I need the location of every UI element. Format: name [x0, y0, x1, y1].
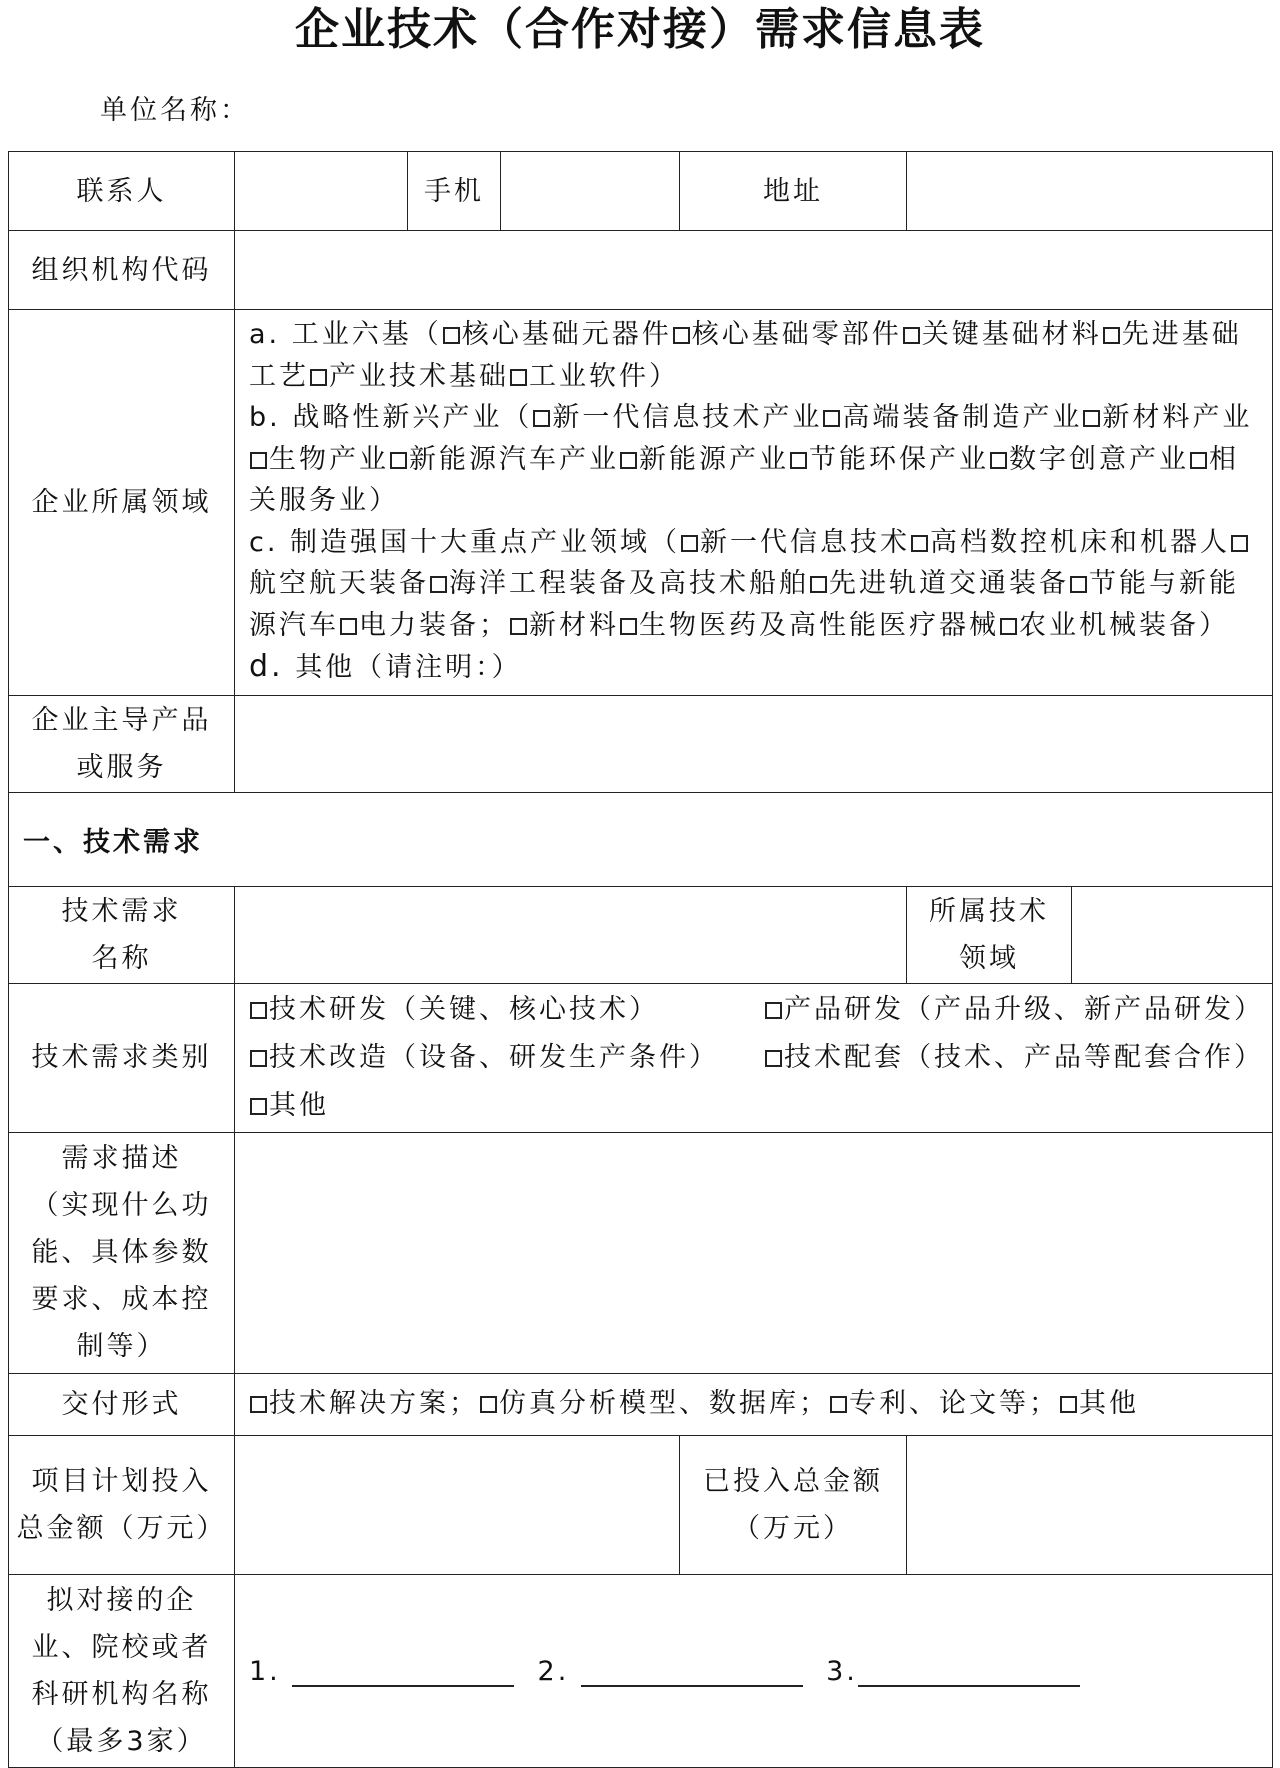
- spent-investment-label: [680, 1435, 907, 1574]
- domain-b-prefix: b.: [249, 402, 281, 433]
- main-product-label-line1: 企业主导产品: [31, 704, 212, 736]
- contact-field[interactable]: [235, 152, 408, 231]
- checkbox-icon[interactable]: [823, 410, 840, 427]
- label-line: 能、具体参数: [31, 1237, 212, 1268]
- partner-1-input[interactable]: [292, 1655, 514, 1687]
- planned-investment-label-line1: 项目计划投入: [31, 1465, 212, 1497]
- domain-d: [249, 646, 1262, 689]
- option-item[interactable]: [672, 319, 902, 350]
- checkbox-icon[interactable]: [443, 327, 460, 344]
- option-item[interactable]: [829, 1388, 1059, 1419]
- option-label: 生物产业: [269, 443, 389, 475]
- option-label: 专利、论文等；: [849, 1388, 1059, 1419]
- category-option-label: 技术配套（技术、产品等配套合作）: [784, 1041, 1264, 1073]
- section-title: 一、技术需求: [9, 792, 1273, 886]
- domain-b-close: ）: [369, 485, 399, 516]
- domain-row: [9, 310, 1273, 696]
- planned-investment-field[interactable]: [235, 1435, 680, 1574]
- label-line: 需求描述: [61, 1143, 182, 1174]
- option-label: 航空航天装备: [249, 568, 429, 599]
- checkbox-icon[interactable]: [250, 1002, 267, 1019]
- description-row: [9, 1132, 1273, 1373]
- category-label: 技术需求类别: [9, 983, 235, 1132]
- option-item[interactable]: [809, 568, 1069, 599]
- option-item[interactable]: [509, 610, 619, 641]
- planned-investment-label-line2: 总金额（万元）: [16, 1512, 227, 1544]
- checkbox-icon[interactable]: [250, 1098, 267, 1115]
- domain-d-text: 其他（请注明：）: [295, 652, 522, 683]
- org-code-label: 组织机构代码: [9, 231, 235, 310]
- option-item[interactable]: [339, 610, 509, 641]
- checkbox-icon[interactable]: [510, 369, 527, 386]
- page-title: 企业技术（合作对接）需求信息表: [295, 4, 985, 55]
- checkbox-icon[interactable]: [765, 1050, 782, 1067]
- partners-field: [235, 1574, 1273, 1767]
- checkbox-icon[interactable]: [1190, 452, 1207, 469]
- option-item[interactable]: [619, 610, 999, 641]
- option-label: 新一代信息技术: [700, 526, 911, 558]
- partner-2-number: 2.: [537, 1655, 570, 1687]
- domain-b-title: 战略性新兴产业（: [292, 402, 533, 433]
- checkbox-icon[interactable]: [810, 576, 827, 593]
- label-line: （最多3家）: [36, 1725, 207, 1757]
- address-label: 地址: [680, 152, 907, 231]
- tech-field-label-line1: 所属技术: [929, 895, 1049, 927]
- label-line: 制等）: [76, 1331, 167, 1362]
- checkbox-icon[interactable]: [620, 452, 637, 469]
- option-item[interactable]: [789, 444, 989, 475]
- domain-c-close: ）: [1199, 609, 1229, 641]
- spent-investment-label-line2: （万元）: [733, 1512, 853, 1544]
- domain-d-prefix: d.: [249, 649, 284, 684]
- tech-name-label-line1: 技术需求: [61, 895, 182, 927]
- partners-row: [9, 1574, 1273, 1767]
- option-label: 高档数控机床和机器人: [930, 526, 1231, 558]
- category-line1: [249, 986, 1264, 1034]
- phone-label: 手机: [408, 152, 501, 231]
- planned-investment-label: [9, 1435, 235, 1574]
- domain-c-title: 制造强国十大重点产业领域（: [290, 526, 681, 558]
- option-item[interactable]: [509, 361, 649, 392]
- option-label: 电力装备；: [359, 609, 509, 641]
- checkbox-icon[interactable]: [250, 1050, 267, 1067]
- option-label: 生物医药及高性能医疗器械: [639, 609, 999, 641]
- option-label: 节能与新能源汽车: [249, 568, 1239, 641]
- contact-label: 联系人: [9, 152, 235, 231]
- option-label: 高端装备制造产业: [842, 402, 1083, 433]
- org-code-field[interactable]: [235, 231, 1273, 310]
- category-option-rnd[interactable]: [249, 986, 659, 1034]
- description-field[interactable]: [235, 1132, 1273, 1373]
- partner-3-number: 3.: [826, 1655, 858, 1687]
- category-option-other[interactable]: [249, 1090, 329, 1121]
- checkbox-icon[interactable]: [911, 535, 928, 552]
- checkbox-icon[interactable]: [1000, 618, 1017, 635]
- option-label: 新一代信息技术产业: [552, 402, 823, 433]
- contact-row: [9, 152, 1273, 231]
- domain-a-prefix: a.: [249, 319, 281, 350]
- domain-label: 企业所属领域: [9, 310, 235, 696]
- option-label: 数字创意产业: [1009, 443, 1189, 475]
- tech-name-field[interactable]: [235, 886, 907, 983]
- org-code-row: [9, 231, 1273, 310]
- tech-field-field[interactable]: [1072, 886, 1273, 983]
- main-product-label-line2: 或服务: [76, 751, 167, 783]
- domain-c-prefix: c.: [249, 526, 279, 558]
- label-line: （实现什么功: [31, 1190, 212, 1221]
- checkbox-icon[interactable]: [533, 410, 550, 427]
- option-item[interactable]: [479, 1388, 829, 1419]
- option-label: 新材料产业: [1102, 402, 1253, 433]
- spent-investment-label-line1: 已投入总金额: [703, 1465, 883, 1497]
- category-option-label: 技术研发（关键、核心技术）: [269, 993, 659, 1025]
- option-item[interactable]: [389, 444, 619, 475]
- spent-investment-field[interactable]: [907, 1435, 1273, 1574]
- checkbox-icon[interactable]: [1060, 1396, 1077, 1413]
- checkbox-icon[interactable]: [1070, 576, 1087, 593]
- checkbox-icon[interactable]: [681, 535, 698, 552]
- investment-row: [9, 1435, 1273, 1574]
- main-product-row: [9, 695, 1273, 792]
- category-options: [235, 983, 1273, 1132]
- option-item[interactable]: [822, 402, 1082, 433]
- checkbox-icon[interactable]: [310, 369, 327, 386]
- tech-name-row: [9, 886, 1273, 983]
- tech-field-label-line2: 领域: [959, 942, 1019, 974]
- category-option-upgrade[interactable]: [249, 1034, 719, 1082]
- option-label: 产业技术基础: [329, 360, 509, 392]
- requirements-table: [8, 151, 1273, 1768]
- option-label: 核心基础元器件: [461, 319, 672, 350]
- option-item[interactable]: [910, 527, 1230, 558]
- category-option-label: 产品研发（产品升级、新产品研发）: [784, 993, 1264, 1025]
- option-label: 关键基础材料: [921, 319, 1102, 350]
- main-product-label: [9, 695, 235, 792]
- category-option-label: 其他: [269, 1089, 329, 1121]
- option-label: 相关服务业: [249, 443, 1239, 516]
- category-line3: [249, 1082, 1264, 1130]
- checkbox-icon[interactable]: [620, 618, 637, 635]
- option-label: 农业机械装备: [1019, 609, 1199, 641]
- option-item[interactable]: [1059, 1388, 1139, 1419]
- label-line: 业、院校或者: [31, 1631, 212, 1663]
- checkbox-icon[interactable]: [480, 1396, 497, 1413]
- label-line: 要求、成本控: [31, 1284, 212, 1315]
- category-option-support[interactable]: [764, 1034, 1264, 1082]
- domain-options: [235, 310, 1273, 696]
- option-item[interactable]: [249, 444, 389, 475]
- checkbox-icon[interactable]: [510, 618, 527, 635]
- option-label: 技术解决方案；: [269, 1388, 479, 1419]
- checkbox-icon[interactable]: [250, 1396, 267, 1413]
- section-row: [9, 792, 1273, 886]
- option-item[interactable]: [309, 361, 509, 392]
- option-label: 仿真分析模型、数据库；: [499, 1388, 829, 1419]
- phone-field[interactable]: [501, 152, 680, 231]
- checkbox-icon[interactable]: [250, 452, 267, 469]
- checkbox-icon[interactable]: [1083, 410, 1100, 427]
- option-label: 新材料: [529, 609, 619, 641]
- partner-1-number: 1.: [249, 1655, 281, 1687]
- tech-name-label: [9, 886, 235, 983]
- option-item[interactable]: [902, 319, 1102, 350]
- option-item[interactable]: [532, 402, 822, 433]
- unit-name-label: 单位名称：: [100, 95, 250, 126]
- option-item[interactable]: [680, 527, 910, 558]
- main-product-field[interactable]: [235, 695, 1273, 792]
- tech-name-label-line2: 名称: [91, 942, 152, 974]
- label-line: 科研机构名称: [31, 1678, 212, 1710]
- option-item[interactable]: [999, 610, 1199, 641]
- partner-2-input[interactable]: [581, 1655, 803, 1687]
- option-label: 新能源产业: [639, 443, 789, 475]
- checkbox-icon[interactable]: [830, 1396, 847, 1413]
- delivery-options: [235, 1373, 1273, 1435]
- checkbox-icon[interactable]: [765, 1002, 782, 1019]
- domain-a-close: ）: [649, 360, 679, 392]
- category-line2: [249, 1034, 1264, 1082]
- delivery-label: 交付形式: [9, 1373, 235, 1435]
- option-label: 工业软件: [529, 360, 649, 392]
- option-label: 海洋工程装备及高技术船舶: [449, 568, 809, 599]
- address-field[interactable]: [907, 152, 1273, 231]
- checkbox-icon[interactable]: [1231, 535, 1248, 552]
- option-label: 先进轨道交通装备: [829, 568, 1069, 599]
- option-item[interactable]: [249, 1388, 479, 1419]
- checkbox-icon[interactable]: [790, 452, 807, 469]
- checkbox-icon[interactable]: [1103, 327, 1120, 344]
- partners-label: [9, 1574, 235, 1767]
- option-item[interactable]: [989, 444, 1189, 475]
- option-item[interactable]: [442, 319, 672, 350]
- partner-3-input[interactable]: [858, 1655, 1080, 1687]
- checkbox-icon[interactable]: [673, 327, 690, 344]
- description-label: [9, 1132, 235, 1373]
- option-label: 先进基础工艺: [249, 319, 1242, 392]
- option-label: 新能源汽车产业: [409, 443, 619, 475]
- domain-c: [249, 522, 1262, 647]
- category-option-product[interactable]: [764, 986, 1264, 1034]
- option-label: 其他: [1079, 1388, 1139, 1419]
- label-line: 拟对接的企: [46, 1584, 197, 1616]
- tech-field-label: [907, 886, 1072, 983]
- checkbox-icon[interactable]: [340, 618, 357, 635]
- category-option-label: 技术改造（设备、研发生产条件）: [269, 1041, 719, 1073]
- option-item[interactable]: [1082, 402, 1252, 433]
- domain-a-title: 工业六基（: [291, 319, 442, 350]
- domain-b: [249, 397, 1262, 522]
- option-label: 核心基础零部件: [691, 319, 902, 350]
- checkbox-icon[interactable]: [430, 576, 447, 593]
- option-item[interactable]: [429, 568, 809, 599]
- option-label: 节能环保产业: [809, 443, 989, 475]
- checkbox-icon[interactable]: [903, 327, 920, 344]
- category-row: [9, 983, 1273, 1132]
- delivery-row: [9, 1373, 1273, 1435]
- checkbox-icon[interactable]: [390, 452, 407, 469]
- domain-a: [249, 314, 1262, 397]
- option-item[interactable]: [619, 444, 789, 475]
- checkbox-icon[interactable]: [990, 452, 1007, 469]
